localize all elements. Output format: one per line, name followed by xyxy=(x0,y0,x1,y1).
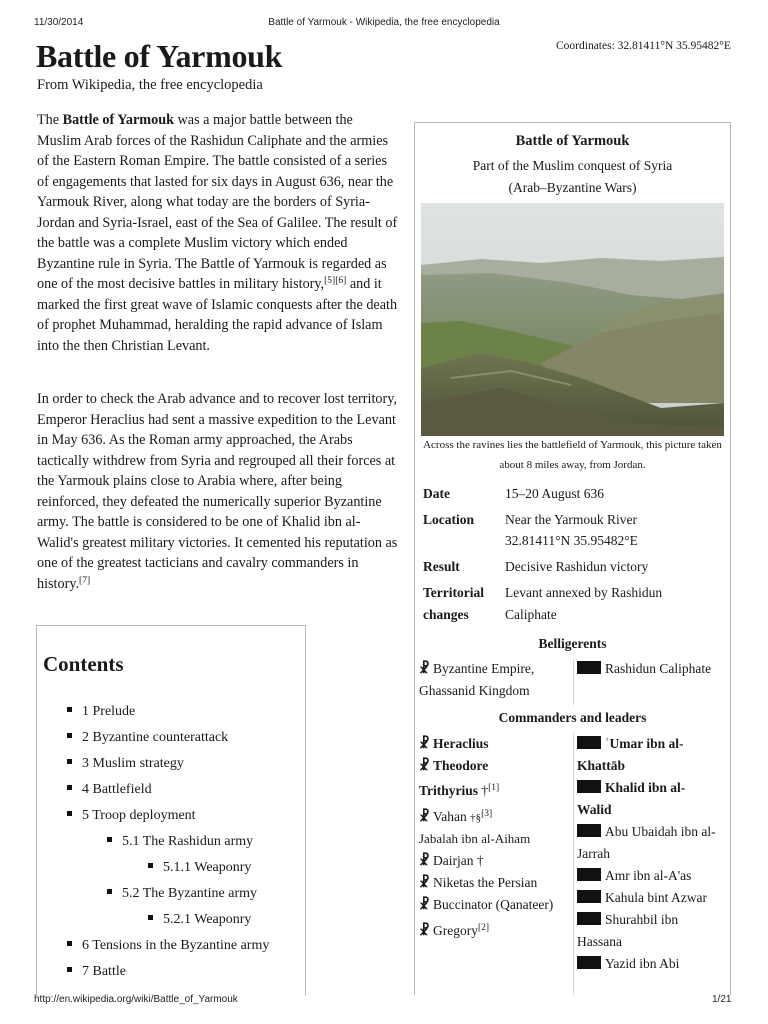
black-flag-icon xyxy=(577,780,601,793)
toc-item[interactable]: 7 Battle xyxy=(67,964,126,980)
toc-item[interactable]: 5.2.1 Weaponry xyxy=(148,912,251,928)
belligerent-rashidun[interactable]: Rashidun Caliphate xyxy=(577,658,711,680)
commander-gregory[interactable]: ☧ Gregory[2] xyxy=(419,920,489,942)
commanders-heading: Commanders and leaders xyxy=(498,710,647,725)
black-flag-icon xyxy=(577,824,601,837)
ref-link-7[interactable]: [7] xyxy=(79,575,91,586)
toc-item[interactable]: 3 Muslim strategy xyxy=(67,756,184,772)
commander-abu-ubaidah[interactable]: Abu Ubaidah ibn al- xyxy=(577,821,716,843)
black-flag-icon xyxy=(577,736,601,749)
location-coordinates-link[interactable]: 32.81411°N 35.95482°E xyxy=(505,533,638,548)
commander-shurahbil[interactable]: Shurahbil ibn xyxy=(577,909,678,931)
black-flag-icon xyxy=(577,661,601,674)
commander-yazid[interactable]: Yazid ibn Abi xyxy=(577,953,679,975)
chi-rho-icon: ☧ xyxy=(419,875,430,890)
ref-link-6[interactable]: [6] xyxy=(335,276,347,286)
black-flag-icon xyxy=(577,890,601,903)
commander-kahula[interactable]: Kahula bint Azwar xyxy=(577,887,707,909)
commander-theodore[interactable]: ☧ Theodore xyxy=(419,755,488,777)
chi-rho-icon: ☧ xyxy=(419,853,430,868)
infobox-title: Battle of Yarmouk xyxy=(515,133,630,149)
toc-item[interactable]: 5.1 The Rashidun army xyxy=(107,834,253,850)
commander-amr[interactable]: Amr ibn al-A'as xyxy=(577,865,691,887)
infobox-subtitle-link[interactable]: (Arab–Byzantine Wars) xyxy=(508,180,637,195)
print-date: 11/30/2014 xyxy=(34,17,84,28)
chi-rho-icon: ☧ xyxy=(419,736,430,751)
commander-umar-cont[interactable]: Khattāb xyxy=(577,758,626,773)
print-url: http://en.wikipedia.org/wiki/Battle_of_Yarmouk xyxy=(34,994,238,1005)
commander-khalid-cont[interactable]: Walid xyxy=(577,802,612,817)
battlefield-photo[interactable] xyxy=(421,203,724,436)
black-flag-icon xyxy=(577,956,601,969)
infobox xyxy=(414,122,731,995)
chi-rho-icon: ☧ xyxy=(419,661,430,676)
date-value: 15–20 August 636 xyxy=(505,486,605,501)
chi-rho-icon: ☧ xyxy=(419,758,430,773)
toc-item[interactable]: 1 Prelude xyxy=(67,704,135,720)
location-value: Near the Yarmouk River xyxy=(505,512,637,527)
territorial-value: Caliphate xyxy=(505,607,557,622)
commander-umar[interactable]: ʿUmar ibn al- xyxy=(577,733,684,755)
intro-paragraph-2: In order to check the Arab advance and to recover lost territory, Emperor Heraclius had sent a massive expedition to the Levant in May 636. As the Roman army approached, the Arabs tactically withdrew from Syria and regrouped all their forces at the Yarmouk plains close to Arabia where, after being reinforced, they defeated the numerically superior Byzantine army. The battle is considered to be one of Khalid ibn al-Walid's greatest military victories. It cemented his reputation as one of the greatest tacticians and cavalry commanders in history.[7] xyxy=(37,391,398,592)
location-label: Location xyxy=(423,512,475,527)
page-tagline: From Wikipedia, the free encyclopedia xyxy=(37,77,263,93)
date-label: Date xyxy=(423,486,450,501)
coordinates-link[interactable]: Coordinates: 32.81411°N 35.95482°E xyxy=(556,40,731,52)
print-page-title: Battle of Yarmouk - Wikipedia, the free encyclopedia xyxy=(268,17,500,28)
toc-item[interactable]: 2 Byzantine counterattack xyxy=(67,730,228,746)
photo-caption: Across the ravines lies the battlefield of Yarmouk, this picture taken about 8 miles away, from Jordan. xyxy=(423,439,722,471)
toc-item[interactable]: 5 Troop deployment xyxy=(67,808,196,824)
chi-rho-icon: ☧ xyxy=(419,897,430,912)
infobox-subtitle-link[interactable]: Part of the Muslim conquest of Syria xyxy=(472,158,673,173)
commander-abu-ubaidah-cont[interactable]: Jarrah xyxy=(577,846,610,861)
table-of-contents xyxy=(36,625,306,996)
commander-shurahbil-cont[interactable]: Hassana xyxy=(577,934,622,949)
chi-rho-icon: ☧ xyxy=(419,923,430,938)
commander-heraclius[interactable]: ☧ Heraclius xyxy=(419,733,489,755)
territorial-label: Territorial xyxy=(423,585,484,600)
belligerent-byzantine[interactable]: ☧ Byzantine Empire, xyxy=(419,658,534,680)
territorial-value: Levant annexed by Rashidun xyxy=(505,585,663,600)
commander-vahan[interactable]: ☧ Vahan †§[3] xyxy=(419,806,492,830)
print-page-number: 1/21 xyxy=(712,994,732,1005)
belligerents-heading: Belligerents xyxy=(538,636,607,651)
commander-trithyrius[interactable]: Trithyrius †[1] xyxy=(419,783,500,798)
result-value: Decisive Rashidun victory xyxy=(505,559,649,574)
toc-item[interactable]: 5.1.1 Weaponry xyxy=(148,860,251,876)
toc-item[interactable]: 5.2 The Byzantine army xyxy=(107,886,257,902)
toc-item[interactable]: 6 Tensions in the Byzantine army xyxy=(67,938,269,954)
toc-item[interactable]: 4 Battlefield xyxy=(67,782,152,798)
commander-jabalah[interactable]: Jabalah ibn al-Aiham xyxy=(419,831,531,846)
chi-rho-icon: ☧ xyxy=(419,809,430,824)
black-flag-icon xyxy=(577,912,601,925)
article-subject: Battle of Yarmouk xyxy=(62,112,174,128)
toc-title: Contents xyxy=(43,652,124,676)
ref-link-5[interactable]: [5] xyxy=(324,276,336,286)
black-flag-icon xyxy=(577,868,601,881)
commander-khalid[interactable]: Khalid ibn al- xyxy=(577,777,685,799)
commander-buccinator[interactable]: ☧ Buccinator (Qanateer) xyxy=(419,894,553,916)
belligerent-ghassanid[interactable]: Ghassanid Kingdom xyxy=(419,683,530,698)
page-title: Battle of Yarmouk xyxy=(36,38,283,74)
intro-paragraph-1: The Battle of Yarmouk was a major battle between the Muslim Arab forces of the Rashidun Caliphate and the armies of the Eastern Roman Empire. The battle consisted of a series of engagements that lasted for six days in August 636, near the Yarmouk River, along what today are the borders of Syria-Jordan and Syria-Israel, east of the Sea of Galilee. The result of the battle was a complete Muslim victory which ended Byzantine rule in Syria. The Battle of Yarmouk is regarded as one of the most decisive battles in military history,[5][6] and it marked the first great wave of Islamic conquests after the death of prophet Muhammad, heralding the rapid advance of Islam into the then Christian Levant. xyxy=(37,112,398,354)
result-label: Result xyxy=(423,559,460,574)
territorial-label: changes xyxy=(423,607,469,622)
commander-dairjan[interactable]: ☧ Dairjan † xyxy=(419,850,484,872)
commander-niketas[interactable]: ☧ Niketas the Persian xyxy=(419,872,537,894)
